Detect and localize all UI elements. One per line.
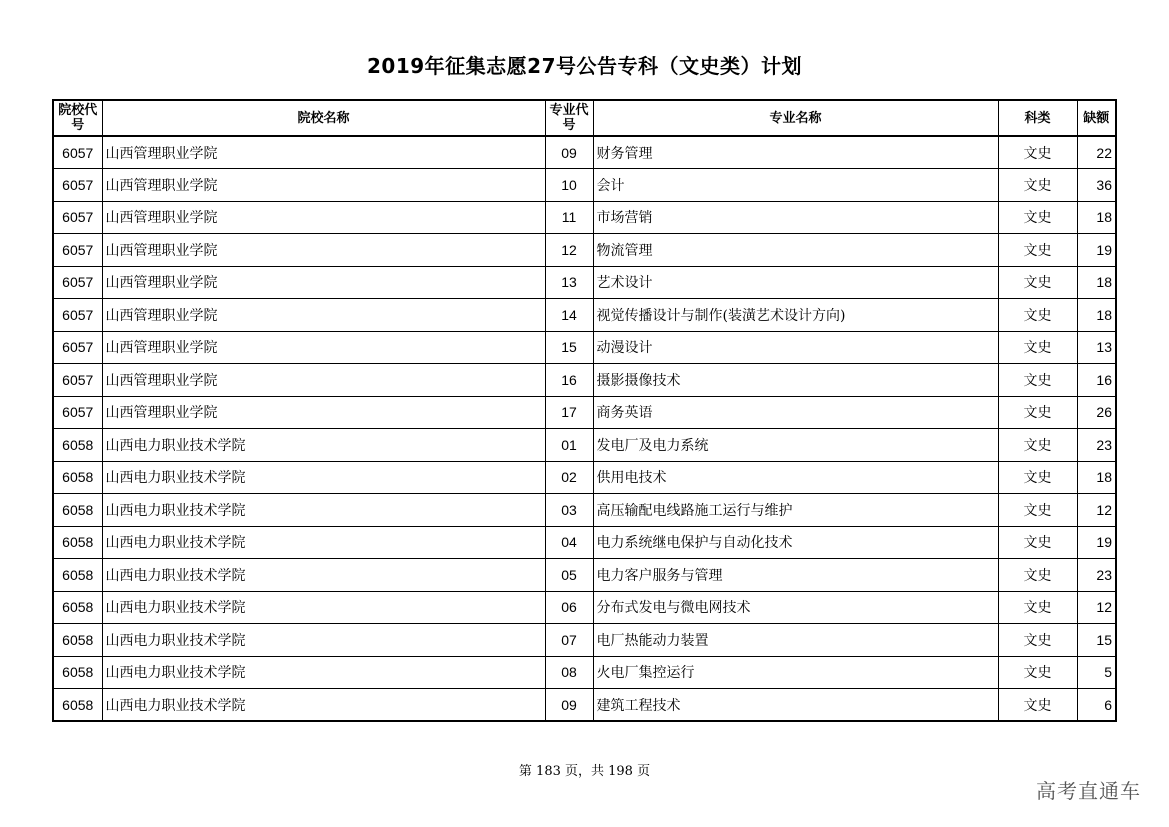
cell-quota: 12 (1077, 494, 1116, 527)
cell-major-code: 10 (545, 169, 593, 202)
cell-major-name: 市场营销 (593, 201, 998, 234)
cell-major-code: 02 (545, 461, 593, 494)
cell-quota: 18 (1077, 266, 1116, 299)
table-row (53, 364, 1116, 397)
cell-category: 文史 (998, 429, 1077, 462)
table-row (53, 461, 1116, 494)
table-row (53, 396, 1116, 429)
cell-school-code: 6058 (53, 494, 102, 527)
page-footer: 第 183 页，共 198 页 (518, 764, 651, 779)
cell-major-name: 视觉传播设计与制作(装潢艺术设计方向) (593, 299, 998, 332)
cell-school-code: 6057 (53, 299, 102, 332)
cell-school-name: 山西电力职业技术学院 (102, 689, 545, 722)
cell-quota: 5 (1077, 656, 1116, 689)
cell-major-name: 商务英语 (593, 396, 998, 429)
cell-school-name: 山西电力职业技术学院 (102, 591, 545, 624)
cell-major-code: 11 (545, 201, 593, 234)
cell-major-name: 会计 (593, 169, 998, 202)
cell-category: 文史 (998, 591, 1077, 624)
table-row (53, 136, 1116, 169)
cell-school-name: 山西管理职业学院 (102, 136, 545, 169)
cell-category: 文史 (998, 689, 1077, 722)
cell-category: 文史 (998, 559, 1077, 592)
table-row (53, 429, 1116, 462)
cell-school-code: 6058 (53, 429, 102, 462)
cell-school-name: 山西电力职业技术学院 (102, 656, 545, 689)
cell-school-code: 6057 (53, 234, 102, 267)
cell-major-name: 电厂热能动力装置 (593, 624, 998, 657)
cell-major-code: 03 (545, 494, 593, 527)
cell-school-name: 山西电力职业技术学院 (102, 624, 545, 657)
cell-major-name: 火电厂集控运行 (593, 656, 998, 689)
cell-school-code: 6057 (53, 266, 102, 299)
cell-quota: 13 (1077, 331, 1116, 364)
cell-school-code: 6058 (53, 689, 102, 722)
cell-category: 文史 (998, 526, 1077, 559)
cell-category: 文史 (998, 136, 1077, 169)
cell-major-code: 09 (545, 689, 593, 722)
cell-quota: 12 (1077, 591, 1116, 624)
header-quota: 缺额 (1077, 100, 1116, 136)
watermark: 高考直通车 (1036, 779, 1141, 803)
cell-quota: 22 (1077, 136, 1116, 169)
cell-category: 文史 (998, 494, 1077, 527)
cell-category: 文史 (998, 364, 1077, 397)
plan-table (52, 99, 1117, 722)
cell-school-name: 山西管理职业学院 (102, 396, 545, 429)
cell-school-code: 6057 (53, 136, 102, 169)
cell-school-code: 6057 (53, 201, 102, 234)
cell-quota: 19 (1077, 234, 1116, 267)
cell-major-name: 建筑工程技术 (593, 689, 998, 722)
table-row (53, 234, 1116, 267)
cell-school-code: 6058 (53, 559, 102, 592)
table-row (53, 624, 1116, 657)
table-row (53, 169, 1116, 202)
cell-major-name: 动漫设计 (593, 331, 998, 364)
cell-school-code: 6057 (53, 169, 102, 202)
cell-quota: 15 (1077, 624, 1116, 657)
table-row (53, 299, 1116, 332)
cell-school-name: 山西电力职业技术学院 (102, 494, 545, 527)
header-school-code: 院校代号 (53, 100, 102, 136)
cell-category: 文史 (998, 396, 1077, 429)
cell-school-name: 山西电力职业技术学院 (102, 559, 545, 592)
cell-school-name: 山西电力职业技术学院 (102, 526, 545, 559)
cell-quota: 6 (1077, 689, 1116, 722)
cell-school-name: 山西电力职业技术学院 (102, 461, 545, 494)
cell-quota: 26 (1077, 396, 1116, 429)
table-row (53, 559, 1116, 592)
cell-quota: 18 (1077, 201, 1116, 234)
cell-major-name: 发电厂及电力系统 (593, 429, 998, 462)
cell-major-code: 08 (545, 656, 593, 689)
cell-major-name: 财务管理 (593, 136, 998, 169)
cell-major-code: 01 (545, 429, 593, 462)
header-major-name: 专业名称 (593, 100, 998, 136)
cell-school-name: 山西管理职业学院 (102, 201, 545, 234)
cell-quota: 18 (1077, 299, 1116, 332)
cell-school-name: 山西电力职业技术学院 (102, 429, 545, 462)
cell-school-code: 6058 (53, 461, 102, 494)
cell-quota: 23 (1077, 429, 1116, 462)
cell-quota: 19 (1077, 526, 1116, 559)
header-category: 科类 (998, 100, 1077, 136)
cell-category: 文史 (998, 299, 1077, 332)
cell-major-code: 12 (545, 234, 593, 267)
cell-major-name: 摄影摄像技术 (593, 364, 998, 397)
cell-major-name: 物流管理 (593, 234, 998, 267)
cell-major-name: 电力系统继电保护与自动化技术 (593, 526, 998, 559)
table-row (53, 656, 1116, 689)
cell-school-code: 6058 (53, 591, 102, 624)
cell-major-code: 13 (545, 266, 593, 299)
cell-major-name: 高压输配电线路施工运行与维护 (593, 494, 998, 527)
header-school-name: 院校名称 (102, 100, 545, 136)
cell-quota: 16 (1077, 364, 1116, 397)
table-header-row (53, 100, 1116, 136)
table-row (53, 201, 1116, 234)
cell-school-code: 6057 (53, 396, 102, 429)
table-row (53, 494, 1116, 527)
table-row (53, 266, 1116, 299)
cell-major-code: 14 (545, 299, 593, 332)
table-row (53, 591, 1116, 624)
cell-category: 文史 (998, 234, 1077, 267)
cell-major-name: 电力客户服务与管理 (593, 559, 998, 592)
page-title: 2019年征集志愿27号公告专科（文史类）计划 (367, 54, 802, 78)
cell-school-code: 6058 (53, 624, 102, 657)
cell-category: 文史 (998, 624, 1077, 657)
cell-category: 文史 (998, 656, 1077, 689)
cell-school-name: 山西管理职业学院 (102, 169, 545, 202)
cell-major-code: 05 (545, 559, 593, 592)
cell-major-code: 09 (545, 136, 593, 169)
cell-category: 文史 (998, 461, 1077, 494)
cell-major-name: 分布式发电与微电网技术 (593, 591, 998, 624)
cell-major-code: 04 (545, 526, 593, 559)
cell-school-name: 山西管理职业学院 (102, 266, 545, 299)
cell-category: 文史 (998, 201, 1077, 234)
cell-category: 文史 (998, 266, 1077, 299)
cell-major-code: 06 (545, 591, 593, 624)
cell-quota: 18 (1077, 461, 1116, 494)
cell-school-code: 6057 (53, 364, 102, 397)
header-major-code: 专业代号 (545, 100, 593, 136)
cell-major-code: 07 (545, 624, 593, 657)
cell-school-code: 6058 (53, 526, 102, 559)
cell-major-name: 艺术设计 (593, 266, 998, 299)
cell-school-name: 山西管理职业学院 (102, 299, 545, 332)
cell-category: 文史 (998, 169, 1077, 202)
table-row (53, 331, 1116, 364)
cell-quota: 23 (1077, 559, 1116, 592)
cell-school-name: 山西管理职业学院 (102, 364, 545, 397)
cell-school-code: 6057 (53, 331, 102, 364)
cell-major-code: 16 (545, 364, 593, 397)
cell-major-name: 供用电技术 (593, 461, 998, 494)
cell-school-code: 6058 (53, 656, 102, 689)
cell-major-code: 17 (545, 396, 593, 429)
table-row (53, 689, 1116, 722)
cell-school-name: 山西管理职业学院 (102, 234, 545, 267)
cell-quota: 36 (1077, 169, 1116, 202)
cell-major-code: 15 (545, 331, 593, 364)
table-row (53, 526, 1116, 559)
cell-school-name: 山西管理职业学院 (102, 331, 545, 364)
cell-category: 文史 (998, 331, 1077, 364)
